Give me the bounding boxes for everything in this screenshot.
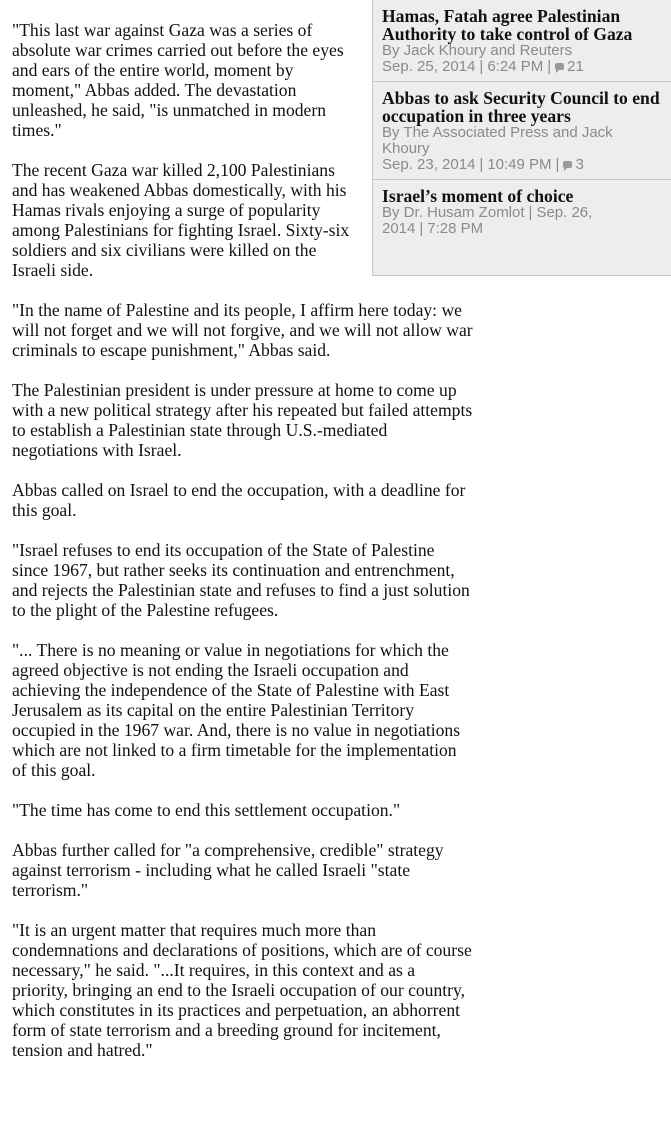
story-time: 10:49 PM bbox=[487, 156, 552, 173]
story-byline[interactable]: By The Associated Press and Jack Khoury bbox=[382, 124, 613, 157]
article-paragraph: "Israel refuses to end its occupation of the State of Palestine since 1967, but rather seeks its continuation and entrenchment, and rejects the Palestinian state and refuses to find a just solution to the plight of the Palestine refugees. bbox=[12, 540, 470, 620]
related-stories-box bbox=[372, 0, 671, 276]
article-paragraph: Abbas called on Israel to end the occupation, with a deadline for this goal. bbox=[12, 480, 466, 520]
related-story bbox=[373, 0, 671, 82]
article-paragraph: "It is an urgent matter that requires much more than condemnations and declarations of positions, which are of course necessary," he said. "...It requires, in this context and as a priority, bringing an end to the Israeli occupation of our country, which constitutes in its practices and perpetuation, an abhorrent form of state terrorism and a breeding ground for incitement, tension and hatred." bbox=[12, 920, 472, 1060]
story-date: Sep. 26, 2014 bbox=[382, 204, 593, 237]
related-story bbox=[373, 180, 671, 243]
article-paragraph: Abbas further called for "a comprehensive, credible" strategy against terrorism - including what he called Israeli "state terrorism." bbox=[12, 840, 444, 900]
meta-separator: | bbox=[555, 156, 560, 173]
story-byline[interactable]: By Dr. Husam Zomlot bbox=[382, 204, 525, 221]
story-time: 7:28 PM bbox=[427, 220, 484, 237]
story-date: Sep. 23, 2014 bbox=[382, 156, 476, 173]
story-time: 6:24 PM bbox=[487, 58, 544, 75]
article-paragraph: "In the name of Palestine and its people, I affirm here today: we will not forget and we will not forgive, and we will not allow war criminals to escape punishment," Abbas said. bbox=[12, 300, 473, 360]
comment-icon bbox=[563, 161, 572, 168]
story-meta bbox=[382, 43, 663, 75]
article-paragraph: "This last war against Gaza was a series of absolute war crimes carried out before the eyes and ears of the entire world, moment by moment," Abbas added. The devastation unleashed, he said, "is unmatched in modern times." bbox=[12, 20, 344, 140]
related-story-title-link[interactable]: Israel’s moment of choice bbox=[382, 186, 574, 206]
story-date: Sep. 25, 2014 bbox=[382, 58, 476, 75]
story-meta bbox=[382, 125, 663, 173]
meta-separator: | bbox=[479, 58, 484, 75]
related-story bbox=[373, 82, 671, 180]
article-paragraph: "The time has come to end this settlement occupation." bbox=[12, 800, 401, 820]
comment-icon bbox=[555, 63, 564, 70]
related-story-title-link[interactable]: Hamas, Fatah agree Palestinian Authority to take control of Gaza bbox=[382, 6, 633, 44]
meta-separator: | bbox=[547, 58, 552, 75]
meta-separator: | bbox=[419, 220, 424, 237]
related-story-title-link[interactable]: Abbas to ask Security Council to end occupation in three years bbox=[382, 88, 660, 126]
article-paragraph: The Palestinian president is under pressure at home to come up with a new political strategy after his repeated but failed attempts to establish a Palestinian state through U.S.-mediated negotiations with Israel. bbox=[12, 380, 473, 460]
meta-separator: | bbox=[479, 156, 484, 173]
comment-count[interactable]: 3 bbox=[575, 156, 584, 173]
story-meta bbox=[382, 205, 663, 237]
comment-count[interactable]: 21 bbox=[567, 58, 584, 75]
article-paragraph: "... There is no meaning or value in negotiations for which the agreed objective is not ending the Israeli occupation and achieving the independence of the State of Palestine with East Jerusalem as its capital on the entire Palestinian Territory occupied in the 1967 war. And, there is no value in negotiations which are not linked to a firm timetable for the implementation of this goal. bbox=[12, 640, 461, 780]
meta-separator: | bbox=[528, 204, 533, 221]
article-paragraph: The recent Gaza war killed 2,100 Palestinians and has weakened Abbas domestically, with his Hamas rivals enjoying a surge of popularity among Palestinians for fighting Israel. Sixty-six soldiers and six civilians were killed on the Israeli side. bbox=[12, 160, 350, 280]
story-byline[interactable]: By Jack Khoury and Reuters bbox=[382, 42, 573, 59]
